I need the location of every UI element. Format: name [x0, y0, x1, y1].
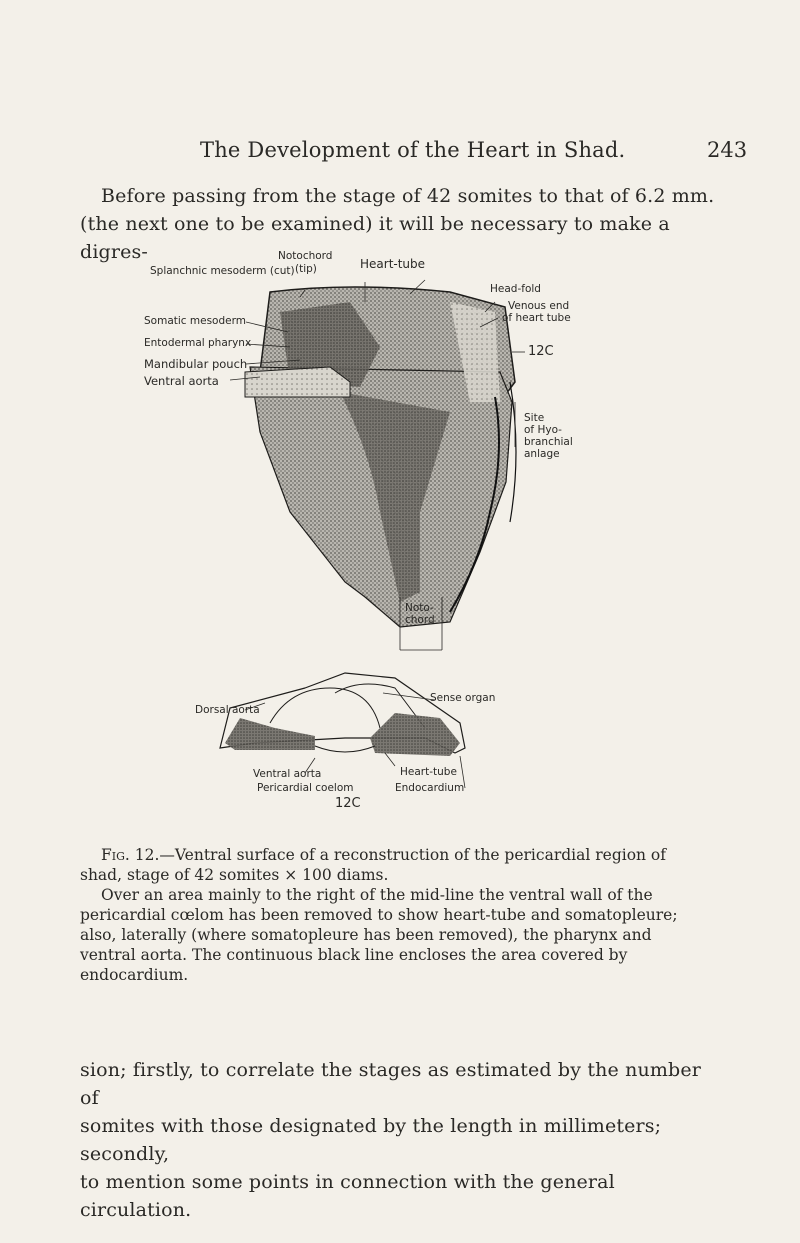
paragraph-line: (the next one to be examined) it will be necessary to make a digres- — [80, 213, 670, 263]
inner-arch — [270, 688, 380, 728]
label-heart-tube: Heart-tube — [360, 257, 426, 271]
label-entodermal-pharynx: Entodermal pharynx — [144, 337, 252, 349]
label-venous-end: Venous end — [508, 300, 570, 312]
caption-line: ventral aorta. The continuous black line encloses the area covered by — [80, 946, 628, 964]
label-dorsal-aorta: Dorsal aorta — [195, 704, 260, 716]
right-stipple — [370, 713, 460, 756]
label-notochord-tip: (tip) — [295, 263, 317, 275]
ventral-aorta-shape — [245, 367, 350, 397]
paragraph-line: sion; firstly, to correlate the stages as estimated by the number of — [80, 1059, 701, 1109]
label-site: Site — [524, 412, 545, 424]
paragraph-line: to mention some points in connection with the general circulation. — [80, 1171, 615, 1221]
label-sense-organ: Sense organ — [430, 692, 496, 704]
caption-line: Over an area mainly to the right of the mid-line the ventral wall of the — [101, 886, 653, 904]
label-notochord-bottom-line2: chord — [405, 614, 435, 626]
paragraph-bottom — [80, 1056, 720, 1224]
paragraph-line: somites with those designated by the length in millimeters; secondly, — [80, 1115, 662, 1165]
label-site-line2: of Hyo- — [524, 424, 562, 436]
label-ventral-aorta: Ventral aorta — [144, 374, 219, 388]
center-lower — [315, 746, 375, 752]
label-ventral-aorta-cs: Ventral aorta — [253, 768, 322, 780]
label-12c: 12C — [528, 344, 554, 359]
label-head-fold: Head-fold — [490, 283, 541, 295]
cross-section-illustration — [195, 668, 495, 798]
figure-cross-section — [195, 668, 495, 798]
caption-line: shad, stage of 42 somites × 100 diams. — [80, 866, 389, 884]
label-endocardium: Endocardium — [395, 782, 465, 794]
label-mandibular-pouch: Mandibular pouch — [144, 357, 248, 371]
label-venous-end-line2: of heart tube — [502, 312, 571, 324]
caption-line: pericardial cœlom has been removed to show heart-tube and somatopleure; — [80, 906, 678, 924]
figure-caption — [80, 845, 720, 985]
label-heart-tube-cs: Heart-tube — [400, 766, 457, 778]
caption-line: endocardium. — [80, 966, 189, 984]
running-title: The Development of the Heart in Shad. — [200, 138, 626, 162]
label-notochord-bottom: Noto- — [405, 602, 434, 614]
page-number: 243 — [707, 138, 748, 162]
label-somatic-mesoderm: Somatic mesoderm — [144, 315, 246, 327]
label-notochord: Notochord — [278, 250, 333, 262]
paragraph-line: Before passing from the stage of 42 somites to that of 6.2 mm. — [101, 185, 715, 207]
caption-text: —Ventral surface of a reconstruction of the pericardial region of — [159, 846, 667, 864]
label-splanchnic-mesoderm: Splanchnic mesoderm (cut) — [150, 265, 295, 277]
label-pericardial-coelom: Pericardial coelom — [257, 782, 354, 794]
label-site-line4: anlage — [524, 448, 560, 460]
figure-number: Fig. 12. — [101, 846, 160, 864]
label-site-line3: branchial — [524, 436, 573, 448]
page-header — [0, 138, 800, 168]
label-12c-bottom: 12C — [335, 796, 361, 811]
figure-reconstruction — [144, 250, 600, 652]
caption-line: also, laterally (where somatopleure has been removed), the pharynx and — [80, 926, 652, 944]
